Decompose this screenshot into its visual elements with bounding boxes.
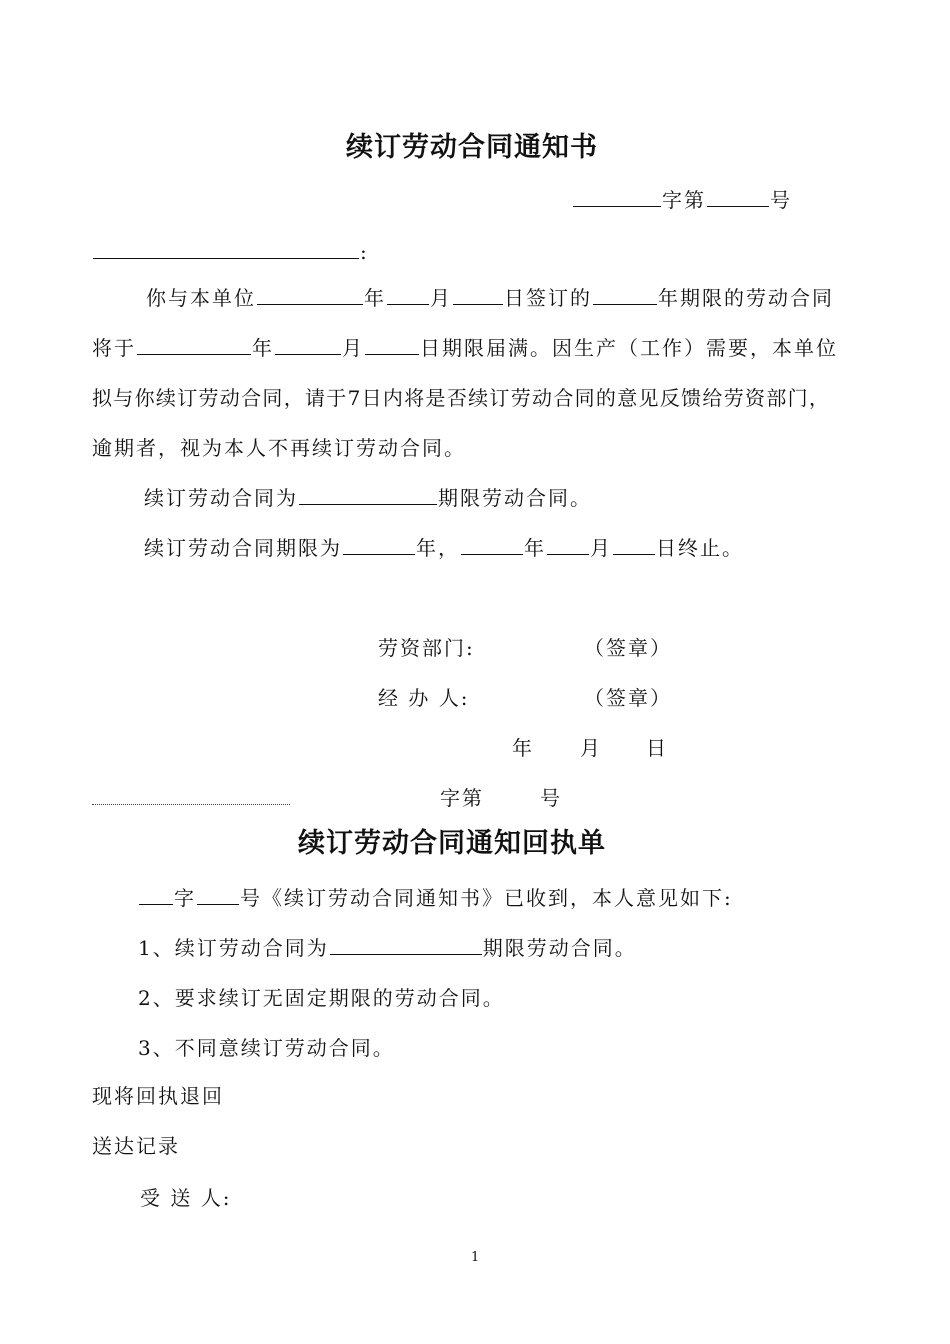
receipt-term-type-blank[interactable] (330, 934, 482, 955)
renew-term-line: 续订劳动合同期限为 年， 年 月 日终止。 (144, 536, 744, 560)
renew-type-blank[interactable] (299, 484, 437, 505)
end-month-blank[interactable] (547, 534, 589, 555)
ref-prefix-blank[interactable] (573, 186, 661, 207)
sign-day-blank[interactable] (453, 284, 503, 305)
notice-paragraph-line-3: 拟与你续订劳动合同，请于7日内将是否续订劳动合同的意见反馈给劳资部门， (92, 386, 831, 410)
notice-date-year: 年 (512, 736, 534, 760)
notice-date-month: 月 (580, 736, 602, 760)
handler-signature-label: 经 办 人: (378, 686, 470, 710)
expire-month-blank[interactable] (275, 334, 341, 355)
dept-signature-label: 劳资部门: (378, 636, 475, 660)
ref-hao-text: 号 (770, 188, 792, 212)
ref-zi-text: 字第 (662, 188, 706, 212)
notice-paragraph-line-2: 将于 年 月 日期限届满。因生产（工作）需要，本单位 (92, 336, 838, 360)
term-years-blank[interactable] (593, 284, 657, 305)
receipt-ref-hao: 号 (540, 786, 562, 810)
renew-type-line: 续订劳动合同为 期限劳动合同。 (144, 486, 592, 510)
recipient-label: 受 送 人: (140, 1186, 232, 1210)
notice-title: 续订劳动合同通知书 (346, 132, 598, 163)
delivery-record-title: 送达记录 (92, 1134, 180, 1158)
receipt-option-3: 3、不同意续订劳动合同。 (138, 1036, 395, 1060)
receipt-zi-blank[interactable] (139, 884, 173, 905)
sign-month-blank[interactable] (387, 284, 429, 305)
addressee-line (92, 238, 369, 266)
notice-paragraph-line-4: 逾期者，视为本人不再续订劳动合同。 (92, 436, 466, 460)
dept-seal-placeholder: （签章） (584, 636, 672, 660)
expire-day-blank[interactable] (365, 334, 419, 355)
notice-ref-number (572, 186, 792, 214)
notice-date-day: 日 (646, 736, 668, 760)
receipt-option-2: 2、要求续订无固定期限的劳动合同。 (138, 986, 505, 1010)
renew-years-blank[interactable] (343, 534, 415, 555)
cut-line (92, 804, 290, 805)
receipt-title: 续订劳动合同通知回执单 (298, 828, 606, 859)
receipt-hao-blank[interactable] (197, 884, 239, 905)
addressee-blank[interactable] (93, 238, 359, 259)
handler-seal-placeholder: （签章） (584, 686, 672, 710)
end-day-blank[interactable] (613, 534, 655, 555)
sign-year-blank[interactable] (257, 284, 363, 305)
addressee-colon: : (360, 240, 369, 264)
receipt-return-note: 现将回执退回 (92, 1084, 224, 1108)
page-number: 1 (471, 1250, 480, 1265)
receipt-intro-line: 字 号《续订劳动合同通知书》已收到，本人意见如下: (138, 884, 733, 912)
receipt-ref-zi: 字第 (440, 786, 484, 810)
receipt-option-1: 1、续订劳动合同为 期限劳动合同。 (138, 936, 637, 960)
notice-paragraph-line-1: 你与本单位 年 月 日签订的 年期限的劳动合同 (146, 286, 834, 310)
expire-year-blank[interactable] (137, 334, 251, 355)
ref-number-blank[interactable] (707, 186, 769, 207)
end-year-blank[interactable] (461, 534, 523, 555)
